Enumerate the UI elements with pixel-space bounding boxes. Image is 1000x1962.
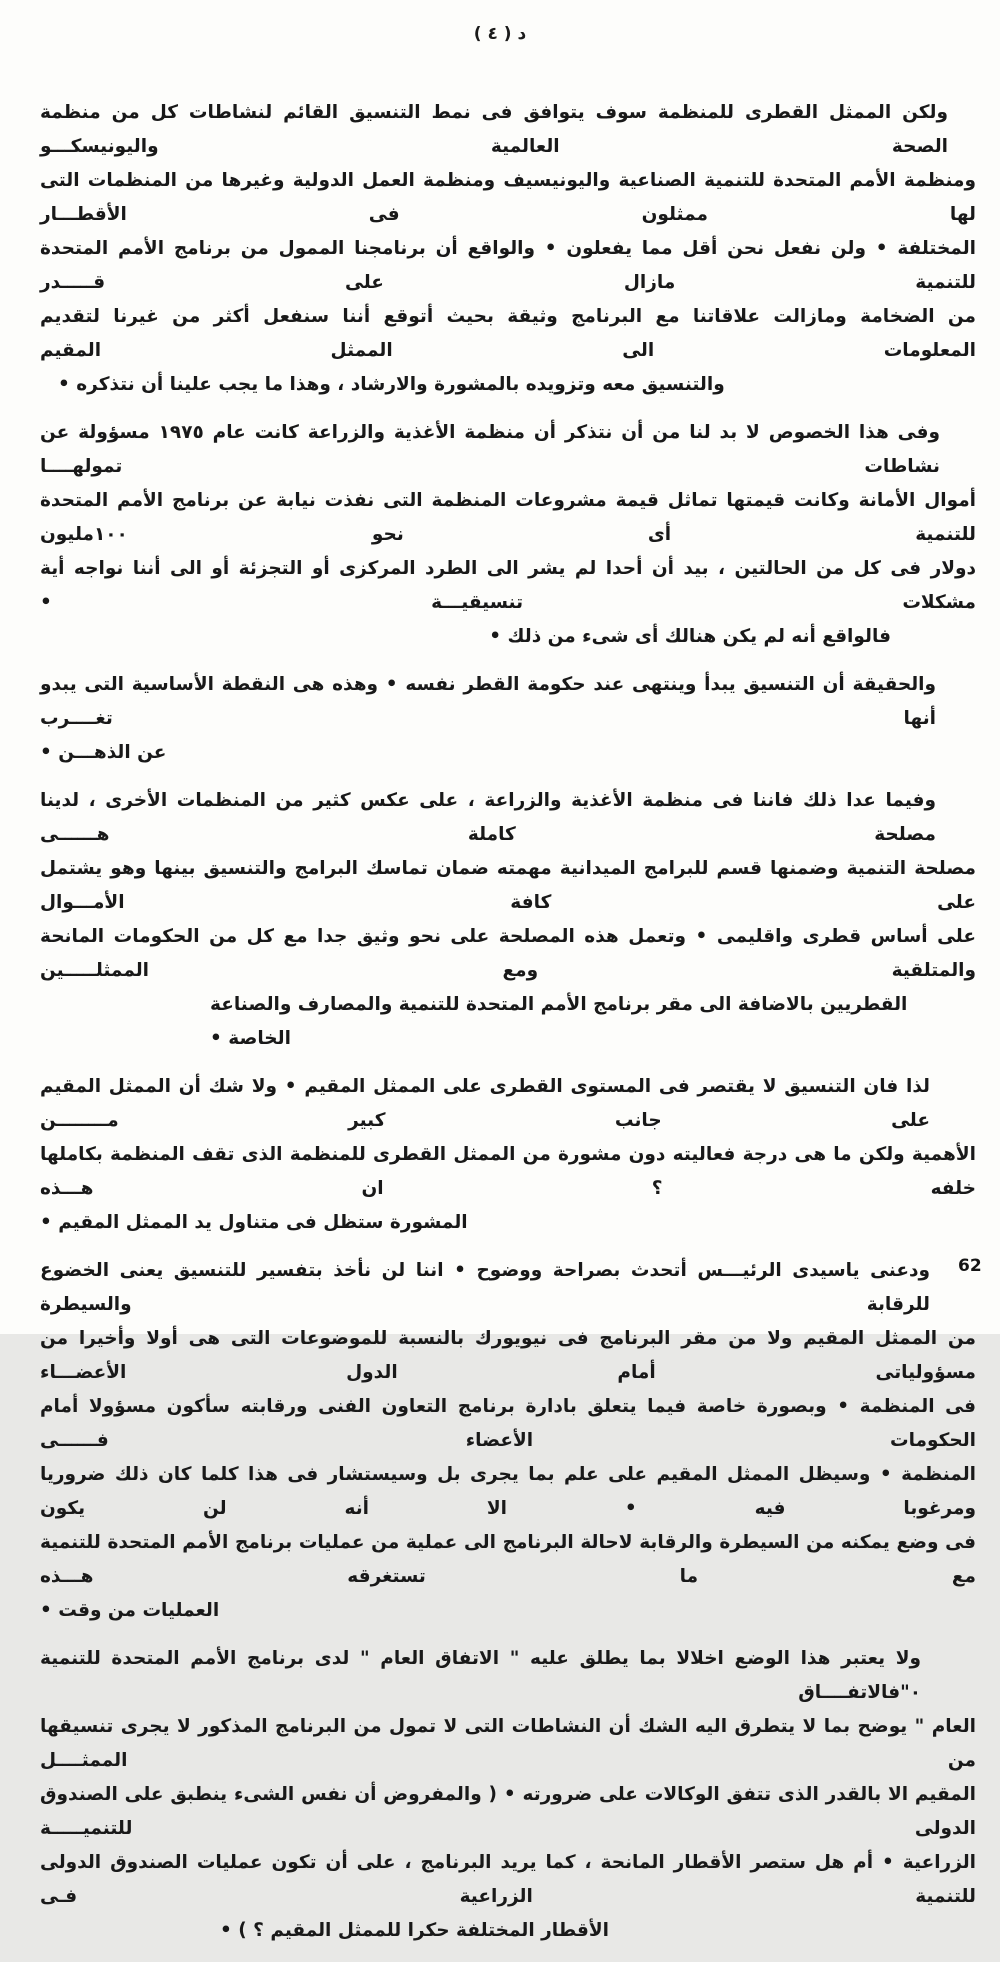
paragraph <box>40 1070 976 1240</box>
text-line: عن الذهـــن • <box>40 742 167 763</box>
text-line: المختلفة • ولن نفعل نحن أقل مما يفعلون • والواقع أن برنامجنا الممول من برنامج الأمم المتحدة للتنمية مازال على قـــــدر <box>40 238 976 293</box>
text-line: وفيما عدا ذلك فاننا فى منظمة الأغذية والزراعة ، على عكس كثير من المنظمات الأخرى ، لدينا مصلحة كاملة هــــــى <box>40 790 936 845</box>
text-line: العمليات من وقت • <box>40 1600 220 1621</box>
text-line: والتنسيق معه وتزويده بالمشورة والارشاد ، وهذا ما يجب علينا أن نتذكره • <box>58 374 725 395</box>
text-line: وفى هذا الخصوص لا بد لنا من أن نتذكر أن منظمة الأغذية والزراعة كانت عام ١٩٧٥ مسؤولة عن نشاطات تمولهــــا <box>40 422 941 477</box>
text-line: القطريين بالاضافة الى مقر برنامج الأمم المتحدة للتنمية والمصارف والصناعة الخاصة • <box>210 994 908 1049</box>
text-line: العام " يوضح بما لا يتطرق اليه الشك أن النشاطات التى لا تمول من البرنامج المذكور لا يجرى تنسيقها من الممثــــل <box>40 1716 976 1771</box>
text-line: الأقطار المختلفة حكرا للممثل المقيم ؟ ) • <box>220 1920 609 1941</box>
text-line: من الضخامة ومازالت علاقاتنا مع البرنامج وثيقة بحيث أتوقع أننا سنفعل أكثر من غيرنا لتقديم المعلومات الى الممثل المقيم <box>40 306 976 361</box>
text-line: ودعنى ياسيدى الرئيـــس أتحدث بصراحة ووضوح • اننا لن نأخذ بتفسير للتنسيق يعنى الخضوع للرقابة والسيطرة <box>40 1260 930 1315</box>
text-line: على أساس قطرى واقليمى • وتعمل هذه المصلحة على نحو وثيق جدا مع كل من الحكومات المانحة والمتلقية ومع الممثلـــــين <box>40 926 976 981</box>
text-line: مصلحة التنمية وضمنها قسم للبرامج الميدانية مهمته ضمان تماسك البرامج والتنسيق بينها وهو يشتمل على كافة الأمـــوال <box>40 858 976 913</box>
text-line: المقيم الا بالقدر الذى تتفق الوكالات على ضرورته • ( والمفروض أن نفس الشىء ينطبق على الصندوق الدولى للتنميـــــة <box>40 1784 976 1839</box>
paragraph <box>40 1642 976 1948</box>
text-line: الأهمية ولكن ما هى درجة فعاليته دون مشورة من الممثل القطرى للمنظمة الذى تقف المنظمة بكاملها خلفه ؟ ان هـــذه <box>40 1144 976 1199</box>
text-line: فى المنظمة • وبصورة خاصة فيما يتعلق بادارة برنامج التعاون الفنى ورقابته سأكون مسؤولا أمام الحكومات الأعضاء فــــــى <box>40 1396 976 1451</box>
paragraph <box>40 668 976 770</box>
text-line: الزراعية • أم هل ستصر الأقطار المانحة ، كما يريد البرنامج ، على أن تكون عمليات الصندوق الدولى للتنمية الزراعية فـى <box>40 1852 976 1907</box>
text-line: لذا فان التنسيق لا يقتصر فى المستوى القطرى على الممثل المقيم • ولا شك أن الممثل المقيم على جانب كبير مــــــــن <box>40 1076 930 1131</box>
document-body <box>40 96 976 1962</box>
text-line: فى وضع يمكنه من السيطرة والرقابة لاحالة البرنامج الى عملية من عمليات برنامج الأمم المتحدة للتنمية مع ما تستغرقه هـــذه <box>40 1532 976 1587</box>
text-line: ومنظمة الأمم المتحدة للتنمية الصناعية واليونيسيف ومنظمة العمل الدولية وغيرها من المنظمات التى لها ممثلون فى الأقطـــار <box>40 170 976 225</box>
page-header-label: د ( ٤ ) <box>473 24 527 44</box>
text-line: والحقيقة أن التنسيق يبدأ وينتهى عند حكومة القطر نفسه • وهذه هى النقطة الأساسية التى يبدو أنها تغــــرب <box>40 674 936 729</box>
paragraph <box>40 416 976 654</box>
text-line: من الممثل المقيم ولا من مقر البرنامج فى نيويورك بالنسبة للموضوعات التى هى أولا وأخيرا من مسؤولياتى أمام الدول الأعضـــاء <box>40 1328 976 1383</box>
text-line: المنظمة • وسيظل الممثل المقيم على علم بما يجرى بل وسيستشار فى هذا كلما كان ذلك ضروريا ومرغوبا فيه • الا أنه لن يكون <box>40 1464 976 1519</box>
paragraph <box>40 1254 976 1628</box>
paragraph <box>40 784 976 1056</box>
page-number: 62 <box>958 1256 982 1276</box>
text-line: المشورة ستظل فى متناول يد الممثل المقيم • <box>40 1212 468 1233</box>
text-line: فالواقع أنه لم يكن هنالك أى شىء من ذلك • <box>489 626 891 647</box>
paragraph <box>40 96 976 402</box>
text-line: ولا يعتبر هذا الوضع اخلالا بما يطلق عليه " الاتفاق العام " لدى برنامج الأمم المتحدة للتنمية ٠"فالاتفــــاق <box>40 1648 921 1703</box>
text-line: ولكن الممثل القطرى للمنظمة سوف يتوافق فى نمط التنسيق القائم لنشاطات كل من منظمة الصحة العالمية واليونيسكـــو <box>40 102 948 157</box>
text-line: دولار فى كل من الحالتين ، بيد أن أحدا لم يشر الى الطرد المركزى أو التجزئة أو الى أننا نواجه أية مشكلات تنسيقيـــة • <box>40 558 976 613</box>
text-line: أموال الأمانة وكانت قيمتها تماثل قيمة مشروعات المنظمة التى نفذت نيابة عن برنامج الأمم المتحدة للتنمية أى نحو ١٠٠مليون <box>40 490 976 545</box>
